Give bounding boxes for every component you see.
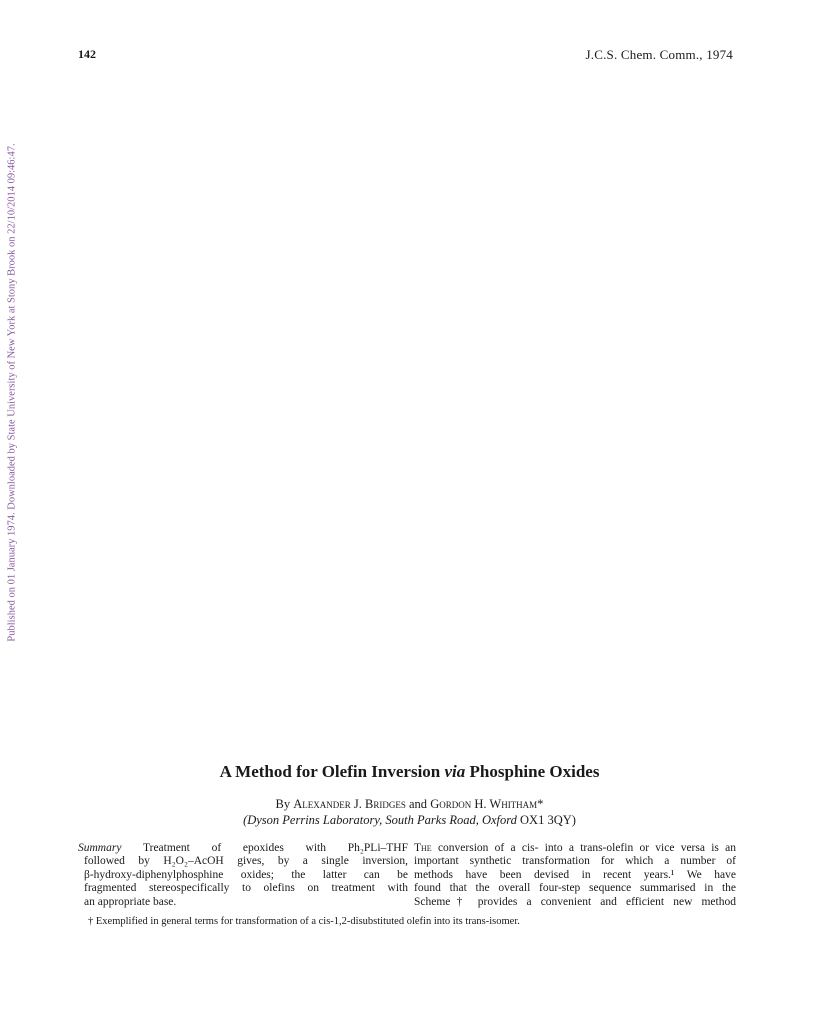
title-part-2: Phosphine Oxides [465,762,600,781]
page-number: 142 [78,47,96,61]
summary-line-1 [78,842,408,855]
title-via: via [444,762,466,781]
summary-line-2: followed by H₂O₂–AcOH gives, by a single inversion, [84,855,408,868]
summary-block [78,842,408,909]
article-title [0,762,819,782]
body-text [414,842,736,909]
affiliation-postcode: OX1 3QY) [520,813,576,827]
byline-and: and [405,797,431,811]
footnote: † Exemplified in general terms for transformation of a cis-1,2-disubstituted olefin into its trans-isomer. [88,916,520,927]
download-notice-text: Published on 01 January 1974. Downloaded by State University of New York at Stony Brook on 22/10/2014 09:46:47. [6,142,18,642]
affiliation-text: (Dyson Perrins Laboratory, South Parks Road, Oxford [243,813,521,827]
author-1[interactable]: Alexander J. Bridges [293,797,406,811]
body-line-5: Scheme† provides a convenient and efficient new method [414,895,736,908]
author-2[interactable]: Gordon H. Whitham* [430,797,544,811]
byline-by: By [275,797,294,811]
body-lead: The [414,842,432,854]
summary-label: Summary [78,842,122,854]
affiliation [0,813,819,828]
body-line-1-text: conversion of a cis- into a trans-olefin or vice versa is an [431,842,736,854]
summary-line-1-text: Treatment of epoxides with Ph₂PLi–THF [121,842,408,854]
summary-line-4: fragmented stereospecifically to olefins on treatment with [84,882,408,895]
summary-line-3: β-hydroxy-diphenylphosphine oxides; the latter can be [84,868,408,881]
body-line-2: important synthetic transformation for which a number of [414,855,736,868]
summary-line-5: an appropriate base. [84,895,177,908]
body-line-4: found that the overall four-step sequence summarised in the [414,882,736,895]
body-line-1 [414,842,736,855]
download-notice [3,132,21,652]
title-part-1: A Method for Olefin Inversion [219,762,445,781]
journal-header: J.C.S. Chem. Comm., 1974 [585,47,733,62]
byline [0,797,819,812]
body-line-3: methods have been devised in recent years.¹ We have [414,868,736,881]
